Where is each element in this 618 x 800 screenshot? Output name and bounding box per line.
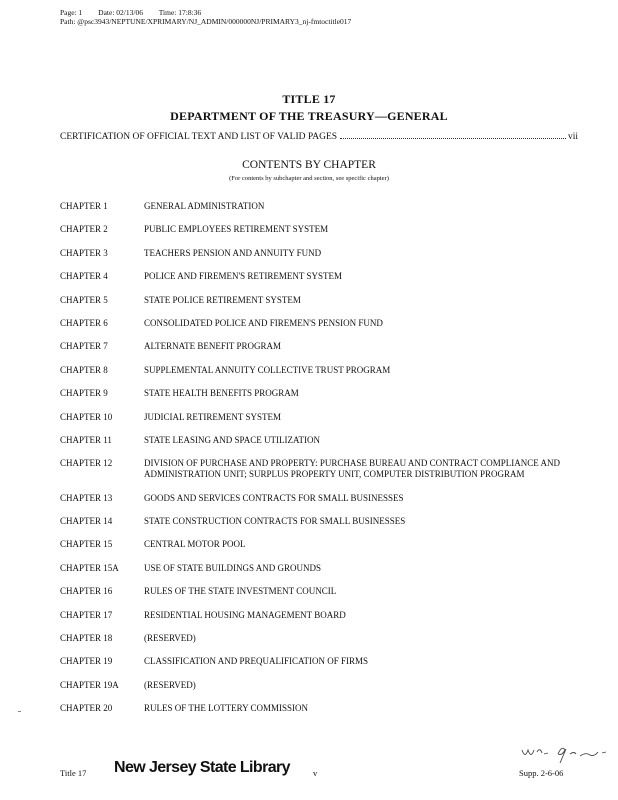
scan-artifact xyxy=(18,711,21,712)
chapter-number: CHAPTER 15 xyxy=(60,539,113,550)
chapter-number: CHAPTER 17 xyxy=(60,609,113,620)
chapter-title: STATE CONSTRUCTION CONTRACTS FOR SMALL BUSINESSES xyxy=(144,516,406,527)
chapter-number: CHAPTER 7 xyxy=(60,341,108,352)
chapter-row xyxy=(60,201,580,212)
time-label: Time: 17:8:36 xyxy=(158,8,202,17)
chapter-number: CHAPTER 16 xyxy=(60,586,113,597)
chapter-number: CHAPTER 19 xyxy=(60,656,113,667)
handwritten-initials xyxy=(520,740,612,764)
chapter-row xyxy=(60,516,580,527)
chapter-title: TEACHERS PENSION AND ANNUITY FUND xyxy=(144,247,322,258)
path-label: Path: @psc3943/NEPTUNE/XPRIMARY/NJ_ADMIN/000000NJ/PRIMARY3_nj-fmtoctitle017 xyxy=(60,17,352,26)
chapter-title: (RESERVED) xyxy=(144,633,196,644)
chapter-title: SUPPLEMENTAL ANNUITY COLLECTIVE TRUST PROGRAM xyxy=(144,364,391,375)
chapter-row xyxy=(60,703,580,714)
chapter-number: CHAPTER 9 xyxy=(60,388,108,399)
chapter-number: CHAPTER 2 xyxy=(60,224,108,235)
chapter-row xyxy=(60,388,580,399)
chapter-list xyxy=(60,201,580,727)
chapter-row xyxy=(60,341,580,352)
title-name: DEPARTMENT OF THE TREASURY—GENERAL xyxy=(170,109,448,123)
chapter-number: CHAPTER 10 xyxy=(60,411,113,422)
chapter-row xyxy=(60,412,580,423)
chapter-number: CHAPTER 1 xyxy=(60,201,108,211)
chapter-title: CLASSIFICATION AND PREQUALIFICATION OF FIRMS xyxy=(144,656,369,667)
chapter-row xyxy=(60,435,580,446)
chapter-row xyxy=(60,271,580,282)
chapter-row xyxy=(60,318,580,329)
chapter-number: CHAPTER 15A xyxy=(60,562,119,573)
chapter-row xyxy=(60,365,580,376)
document-header xyxy=(60,8,351,26)
chapter-number: CHAPTER 8 xyxy=(60,364,108,375)
chapter-title: CENTRAL MOTOR POOL xyxy=(144,539,246,550)
footer-title-ref: Title 17 xyxy=(60,768,87,778)
chapter-number: CHAPTER 3 xyxy=(60,247,108,258)
supplement-date: Supp. 2-6-06 xyxy=(519,768,564,778)
footer-mark: v xyxy=(313,768,318,778)
chapter-title: STATE HEALTH BENEFITS PROGRAM xyxy=(144,388,299,399)
chapter-row xyxy=(60,586,580,597)
chapter-number: CHAPTER 19A xyxy=(60,679,119,690)
chapter-row xyxy=(60,224,580,235)
contents-note: (For contents by subchapter and section, see specific chapter) xyxy=(229,175,389,182)
chapter-number: CHAPTER 20 xyxy=(60,703,113,714)
chapter-number: CHAPTER 5 xyxy=(60,294,108,305)
certification-text: CERTIFICATION OF OFFICIAL TEXT AND LIST OF VALID PAGES xyxy=(60,132,338,142)
chapter-title: RESIDENTIAL HOUSING MANAGEMENT BOARD xyxy=(144,609,346,620)
chapter-row xyxy=(60,610,580,621)
chapter-row xyxy=(60,680,580,691)
chapter-number: CHAPTER 14 xyxy=(60,516,113,527)
chapter-title: USE OF STATE BUILDINGS AND GROUNDS xyxy=(144,562,322,573)
chapter-row xyxy=(60,563,580,574)
title-block xyxy=(0,92,618,124)
chapter-title: JUDICIAL RETIREMENT SYSTEM xyxy=(144,411,281,422)
chapter-number: CHAPTER 12 xyxy=(60,458,113,469)
certification-line xyxy=(60,132,578,142)
chapter-row xyxy=(60,493,580,504)
chapter-number: CHAPTER 18 xyxy=(60,633,113,644)
title-number: TITLE 17 xyxy=(282,92,336,106)
chapter-row xyxy=(60,248,580,259)
chapter-title: ALTERNATE BENEFIT PROGRAM xyxy=(144,341,282,352)
page-number-label: Page: 1 xyxy=(60,8,83,17)
chapter-number: CHAPTER 11 xyxy=(60,434,112,445)
certification-page: vii xyxy=(567,132,578,142)
chapter-title: STATE LEASING AND SPACE UTILIZATION xyxy=(144,434,320,445)
chapter-title: STATE POLICE RETIREMENT SYSTEM xyxy=(144,294,301,305)
chapter-row xyxy=(60,458,580,480)
date-label: Date: 02/13/06 xyxy=(98,8,143,17)
chapter-row xyxy=(60,539,580,550)
chapter-title: GOODS AND SERVICES CONTRACTS FOR SMALL BUSINESSES xyxy=(144,492,404,503)
chapter-title: GENERAL ADMINISTRATION xyxy=(144,201,265,211)
chapter-number: CHAPTER 13 xyxy=(60,492,113,503)
chapter-title: PUBLIC EMPLOYEES RETIREMENT SYSTEM xyxy=(144,224,329,235)
chapter-row xyxy=(60,633,580,644)
chapter-title: DIVISION OF PURCHASE AND PROPERTY: PURCHASE BUREAU AND CONTRACT COMPLIANCE AND ADMINISTRATION UNIT; SURPLUS PROPERTY UNIT, COMPUTER DISTRIBUTION PROGRAM xyxy=(144,458,561,480)
chapter-row xyxy=(60,295,580,306)
chapter-number: CHAPTER 4 xyxy=(60,271,108,282)
contents-heading: CONTENTS BY CHAPTER xyxy=(242,159,376,171)
chapter-number: CHAPTER 6 xyxy=(60,317,108,328)
chapter-row xyxy=(60,656,580,667)
library-stamp: New Jersey State Library xyxy=(114,759,290,776)
chapter-title: POLICE AND FIREMEN'S RETIREMENT SYSTEM xyxy=(144,271,342,282)
chapter-title: RULES OF THE STATE INVESTMENT COUNCIL xyxy=(144,586,337,597)
chapter-title: (RESERVED) xyxy=(144,679,196,690)
chapter-title: CONSOLIDATED POLICE AND FIREMEN'S PENSION FUND xyxy=(144,317,383,328)
chapter-title: RULES OF THE LOTTERY COMMISSION xyxy=(144,703,309,714)
dot-leader xyxy=(340,138,566,139)
